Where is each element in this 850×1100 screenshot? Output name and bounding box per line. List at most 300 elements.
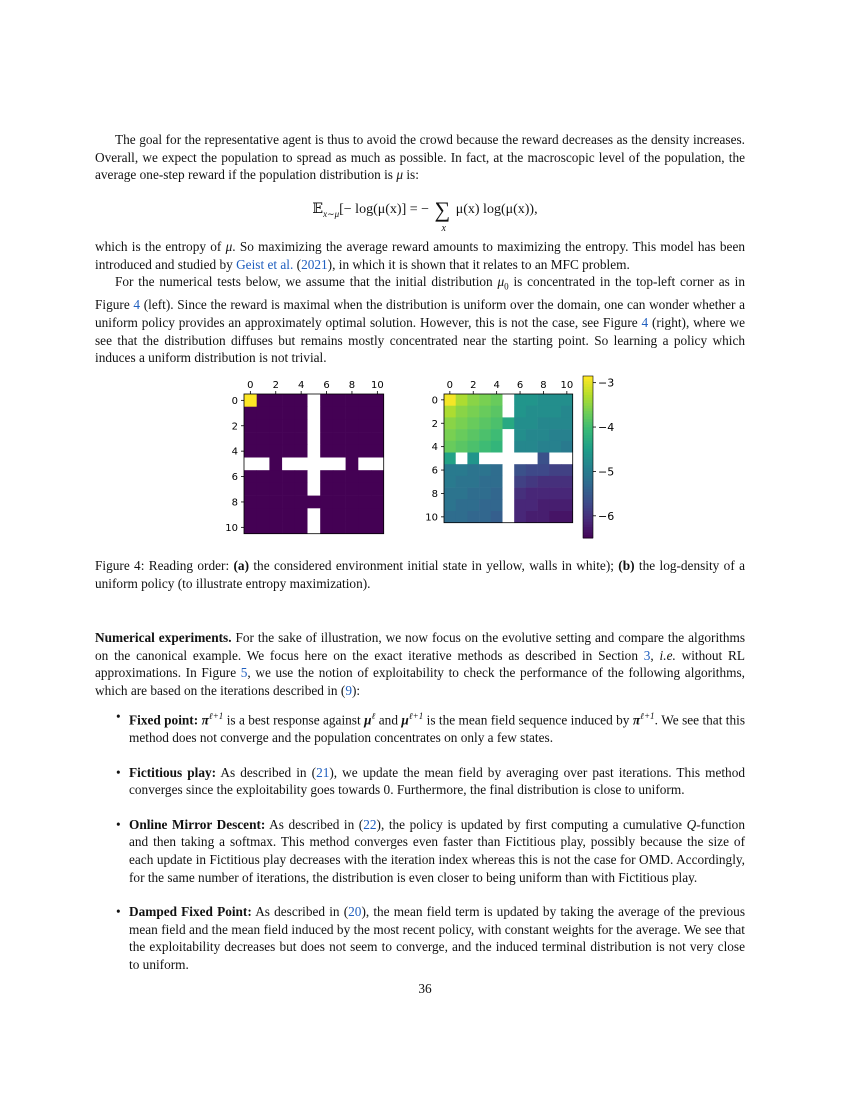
grid-cell <box>269 445 282 458</box>
log-density-grid <box>444 394 573 523</box>
grid-cell <box>526 406 538 418</box>
grid-cell <box>503 499 515 511</box>
grid-cell <box>538 488 550 500</box>
mu2-sup: ℓ+1 <box>408 711 424 721</box>
bullet-text-c: is the mean field sequence induced by <box>423 712 633 728</box>
x-tick-label: 0 <box>247 380 254 391</box>
grid-cell <box>561 488 573 500</box>
grid-cell <box>308 470 321 483</box>
grid-cell <box>295 521 308 534</box>
grid-cell <box>549 406 561 418</box>
grid-cell <box>561 453 573 465</box>
grid-cell <box>244 496 257 509</box>
paragraph-numerical-experiments <box>95 629 745 699</box>
grid-cell <box>282 521 295 534</box>
grid-cell <box>282 419 295 432</box>
grid-cell <box>333 432 346 445</box>
grid-cell <box>244 470 257 483</box>
grid-cell <box>358 496 371 509</box>
grid-cell <box>358 470 371 483</box>
grid-cell <box>358 508 371 521</box>
grid-cell <box>444 441 456 453</box>
citation-ref-22[interactable]: 22 <box>363 816 377 832</box>
grid-cell <box>479 464 491 476</box>
grid-cell <box>444 406 456 418</box>
grid-cell <box>371 432 384 445</box>
y-tick-label: 8 <box>431 488 438 500</box>
grid-cell <box>371 470 384 483</box>
grid-cell <box>358 521 371 534</box>
mu2-symbol: μ <box>401 712 409 728</box>
grid-cell <box>479 499 491 511</box>
section-heading: Numerical experiments. <box>95 630 232 645</box>
grid-cell <box>308 508 321 521</box>
pi-symbol: π <box>201 712 209 728</box>
para2-cite-open: ( <box>293 256 302 272</box>
grid-cell <box>503 464 515 476</box>
grid-cell <box>257 407 270 420</box>
para3-mu0: μ <box>497 274 505 290</box>
grid-cell <box>467 511 479 523</box>
grid-cell <box>333 521 346 534</box>
grid-cell <box>561 499 573 511</box>
grid-cell <box>295 419 308 432</box>
grid-cell <box>346 407 359 420</box>
grid-cell <box>371 521 384 534</box>
grid-cell <box>491 476 503 488</box>
grid-cell <box>444 511 456 523</box>
grid-cell <box>295 407 308 420</box>
y-tick-label: 10 <box>425 512 438 524</box>
citation-ref-20[interactable]: 20 <box>348 904 362 920</box>
grid-cell <box>308 432 321 445</box>
grid-cell <box>467 417 479 429</box>
grid-cell <box>269 521 282 534</box>
grid-cell <box>257 496 270 509</box>
grid-cell <box>456 417 468 429</box>
grid-cell <box>308 496 321 509</box>
grid-cell <box>257 508 270 521</box>
grid-cell <box>244 445 257 458</box>
grid-cell <box>456 453 468 465</box>
algorithm-list <box>112 708 745 991</box>
citation-ref-21[interactable]: 21 <box>316 764 330 780</box>
grid-cell <box>295 394 308 407</box>
grid-cell <box>444 476 456 488</box>
grid-cell <box>320 445 333 458</box>
citation-geist-author[interactable]: Geist et al. <box>236 256 294 272</box>
caption-text-b: the considered environment initial state in yellow, walls in white); <box>249 558 619 573</box>
grid-cell <box>526 511 538 523</box>
eq-expectation: 𝔼 <box>312 202 324 217</box>
grid-cell <box>549 394 561 406</box>
mu-sup: ℓ <box>371 711 376 721</box>
grid-cell <box>561 464 573 476</box>
para4-text-d: , we use the notion of exploitability to check the performance of the following algorithms, which are based on the iterations described in ( <box>95 665 745 698</box>
grid-cell <box>549 464 561 476</box>
grid-cell <box>538 441 550 453</box>
grid-cell <box>333 445 346 458</box>
grid-cell <box>538 429 550 441</box>
x-tick-label: 10 <box>560 380 574 391</box>
x-tick-label: 4 <box>493 380 500 391</box>
figure-ref-4a[interactable]: 4 <box>133 297 141 313</box>
grid-cell <box>561 476 573 488</box>
grid-cell <box>244 407 257 420</box>
grid-cell <box>308 483 321 496</box>
grid-cell <box>456 394 468 406</box>
grid-cell <box>295 458 308 471</box>
grid-cell <box>503 417 515 429</box>
pi2-symbol: π <box>632 712 641 728</box>
grid-cell <box>514 417 526 429</box>
bullet-text-c: -function and then taking a softmax. This method converges even faster than Fictitious play, possibly because the size of each update in Fictitious play decreases with the iteration index whereas this is not the case for OMD. Accordingly, for the same number of iterations, the distribution is even closer to being uniform than with Fictitious play. <box>129 816 745 885</box>
grid-cell <box>526 464 538 476</box>
grid-cell <box>295 445 308 458</box>
grid-cell <box>358 483 371 496</box>
page-number: 36 <box>418 981 432 996</box>
grid-cell <box>549 511 561 523</box>
bullet-text-a: As described in ( <box>251 904 349 920</box>
grid-cell <box>561 417 573 429</box>
grid-cell <box>514 464 526 476</box>
list-item-damped-fixed-point <box>112 903 745 973</box>
grid-cell <box>538 464 550 476</box>
grid-cell <box>467 441 479 453</box>
grid-cell <box>526 417 538 429</box>
grid-cell <box>456 499 468 511</box>
y-tick-label: 8 <box>231 497 238 509</box>
pi-sup: ℓ+1 <box>208 711 224 721</box>
grid-cell <box>503 511 515 523</box>
grid-cell <box>371 458 384 471</box>
grid-cell <box>456 406 468 418</box>
bullet-text-a: As described in ( <box>216 764 317 780</box>
grid-cell <box>257 394 270 407</box>
grid-cell <box>308 407 321 420</box>
grid-cell <box>491 429 503 441</box>
grid-cell <box>371 483 384 496</box>
grid-cell <box>282 483 295 496</box>
grid-cell <box>320 432 333 445</box>
grid-cell <box>444 453 456 465</box>
eq-expectation-sub: x∼μ <box>323 208 340 219</box>
colorbar-tick-label: −3 <box>598 376 615 390</box>
grid-cell <box>456 441 468 453</box>
paragraph-entropy <box>95 238 745 367</box>
bullet-dot: • <box>116 764 121 780</box>
grid-cell <box>444 488 456 500</box>
grid-cell <box>479 441 491 453</box>
grid-cell <box>467 394 479 406</box>
colorbar-tick-label: −5 <box>598 465 615 479</box>
grid-cell <box>320 419 333 432</box>
grid-cell <box>257 445 270 458</box>
grid-cell <box>269 470 282 483</box>
grid-cell <box>561 406 573 418</box>
section-ref[interactable]: 3 <box>643 647 651 663</box>
grid-cell <box>491 464 503 476</box>
grid-cell <box>371 407 384 420</box>
colorbar-tick-label: −6 <box>598 509 615 523</box>
grid-cell <box>257 483 270 496</box>
grid-cell <box>526 499 538 511</box>
figure-ref-4b[interactable]: 4 <box>641 315 649 331</box>
sum-symbol: ∑ x <box>434 197 451 234</box>
grid-cell <box>479 394 491 406</box>
grid-cell <box>467 499 479 511</box>
grid-cell <box>333 483 346 496</box>
grid-cell <box>549 488 561 500</box>
grid-cell <box>491 406 503 418</box>
bullet-dot: • <box>116 904 121 920</box>
grid-cell <box>491 453 503 465</box>
grid-cell <box>549 429 561 441</box>
para4-ie: i.e. <box>659 647 676 663</box>
grid-cell <box>320 496 333 509</box>
grid-cell <box>371 394 384 407</box>
caption-label-b: (b) <box>618 558 635 573</box>
y-tick-label: 2 <box>431 418 438 430</box>
grid-cell <box>526 394 538 406</box>
grid-cell <box>358 458 371 471</box>
list-item-fixed-point <box>112 708 745 747</box>
eq-sum-sub: x <box>441 223 446 234</box>
x-tick-label: 2 <box>470 380 477 391</box>
grid-cell <box>269 432 282 445</box>
grid-cell <box>514 453 526 465</box>
q-symbol: Q <box>686 816 697 832</box>
grid-cell <box>479 476 491 488</box>
bullet-title: Damped Fixed Point: <box>129 904 252 920</box>
grid-cell <box>456 488 468 500</box>
grid-cell <box>308 445 321 458</box>
para1-text-b: is: <box>403 167 419 183</box>
grid-cell <box>561 394 573 406</box>
grid-cell <box>503 488 515 500</box>
para2-text-b: . So maximizing the average reward amounts to maximizing the entropy. This model has been introduced and studied by <box>95 239 745 272</box>
list-item-fictitious-play <box>112 764 745 799</box>
para3-text-a: For the numerical tests below, we assume that the initial distribution <box>115 274 498 290</box>
grid-cell <box>503 394 515 406</box>
grid-cell <box>561 511 573 523</box>
y-tick-label: 6 <box>431 465 438 477</box>
grid-cell <box>538 499 550 511</box>
para3-mu0-sub: 0 <box>504 281 509 292</box>
colorbar <box>583 376 614 539</box>
grid-cell <box>514 476 526 488</box>
grid-cell <box>456 429 468 441</box>
grid-cell <box>549 453 561 465</box>
pi2-sup: ℓ+1 <box>640 711 655 721</box>
eq-lhs: [− log(μ(x)] = − <box>339 202 430 217</box>
y-tick-label: 4 <box>231 446 238 458</box>
grid-cell <box>467 429 479 441</box>
grid-cell <box>333 407 346 420</box>
grid-cell <box>526 476 538 488</box>
grid-cell <box>491 394 503 406</box>
grid-cell <box>346 432 359 445</box>
bullet-text-b: ), we update the mean field by averaging over past iterations. This method converges since the exploitability goes towards 0. Furthermore, the final distribution is close to uniform. <box>129 764 745 798</box>
grid-cell <box>503 453 515 465</box>
grid-cell <box>333 496 346 509</box>
grid-cell <box>295 496 308 509</box>
grid-cell <box>282 470 295 483</box>
x-tick-label: 8 <box>540 380 547 391</box>
entropy-equation <box>0 197 850 234</box>
bullet-title: Fictitious play: <box>129 764 217 780</box>
grid-cell <box>295 470 308 483</box>
y-tick-label: 0 <box>431 395 438 407</box>
caption-text-a: Figure 4: Reading order: <box>95 558 234 573</box>
grid-cell <box>526 441 538 453</box>
grid-cell <box>269 496 282 509</box>
bullet-title: Fixed point: <box>129 712 199 728</box>
grid-cell <box>358 419 371 432</box>
x-tick-label: 6 <box>323 380 330 391</box>
grid-cell <box>333 470 346 483</box>
grid-cell <box>269 508 282 521</box>
grid-cell <box>320 470 333 483</box>
grid-cell <box>561 441 573 453</box>
grid-cell <box>320 483 333 496</box>
grid-cell <box>269 419 282 432</box>
caption-label-a: (a) <box>233 558 250 573</box>
grid-cell <box>346 394 359 407</box>
grid-cell <box>514 441 526 453</box>
grid-cell <box>282 496 295 509</box>
mu-symbol: μ <box>364 712 372 728</box>
para3-text-c: (left). Since the reward is maximal when the distribution is uniform over the domain, one can wonder whether a uniform policy provides an approximately optimal solution. However, this is not the case, see Figure <box>95 297 745 331</box>
grid-cell <box>514 394 526 406</box>
grid-cell <box>282 432 295 445</box>
x-tick-label: 8 <box>348 380 356 391</box>
grid-cell <box>257 432 270 445</box>
para4-text-a: For the sake of illustration, we now focus on the evolutive setting and compare the algorithms on the canonical example. We focus here on the exact iterative methods as described in Section <box>95 630 745 663</box>
grid-cell <box>320 458 333 471</box>
grid-cell <box>479 511 491 523</box>
grid-cell <box>538 511 550 523</box>
figure-caption <box>95 557 745 592</box>
grid-cell <box>491 417 503 429</box>
grid-cell <box>269 407 282 420</box>
grid-cell <box>514 429 526 441</box>
grid-cell <box>549 441 561 453</box>
bullet-dot: • <box>116 816 121 832</box>
para3-text-b: is concentrated in the top-left corner as in Figure <box>95 274 745 313</box>
grid-cell <box>538 406 550 418</box>
grid-cell <box>538 394 550 406</box>
grid-cell <box>244 394 257 407</box>
para3-text-d: (right), where we see that the distribution diffuses but remains mostly concentrated near the starting point. So learning a policy which induces a uniform distribution is not trivial. <box>95 315 745 366</box>
paragraph-intro <box>95 131 745 184</box>
grid-cell <box>346 483 359 496</box>
grid-cell <box>491 511 503 523</box>
grid-cell <box>295 483 308 496</box>
grid-cell <box>244 458 257 471</box>
grid-cell <box>308 458 321 471</box>
grid-cell <box>257 419 270 432</box>
grid-cell <box>514 499 526 511</box>
equation-ref-9[interactable]: 9 <box>345 682 352 698</box>
grid-cell <box>371 445 384 458</box>
para4-text-e: ): <box>352 682 361 698</box>
grid-cell <box>282 508 295 521</box>
grid-cell <box>333 508 346 521</box>
grid-cell <box>538 476 550 488</box>
grid-cell <box>467 476 479 488</box>
y-tick-label: 2 <box>231 421 238 433</box>
grid-cell <box>244 508 257 521</box>
grid-cell <box>561 429 573 441</box>
grid-cell <box>456 511 468 523</box>
citation-geist-year[interactable]: 2021 <box>301 256 328 272</box>
grid-cell <box>346 508 359 521</box>
para4-text-b: , <box>650 647 660 663</box>
grid-cell <box>479 488 491 500</box>
bullet-dot: • <box>116 709 121 724</box>
grid-cell <box>444 417 456 429</box>
grid-cell <box>308 419 321 432</box>
figure-ref-5[interactable]: 5 <box>240 665 248 681</box>
grid-cell <box>244 521 257 534</box>
grid-cell <box>491 499 503 511</box>
grid-cell <box>358 432 371 445</box>
grid-cell <box>514 511 526 523</box>
grid-cell <box>346 470 359 483</box>
grid-cell <box>503 476 515 488</box>
x-tick-label: 2 <box>272 380 279 391</box>
grid-cell <box>282 445 295 458</box>
grid-cell <box>320 521 333 534</box>
grid-cell <box>514 406 526 418</box>
grid-cell <box>358 407 371 420</box>
bullet-text-a: is a best response against <box>223 712 365 728</box>
grid-cell <box>346 521 359 534</box>
y-tick-label: 0 <box>231 395 238 407</box>
figure-environment-heatmap <box>222 372 402 540</box>
grid-cell <box>526 488 538 500</box>
grid-cell <box>371 496 384 509</box>
grid-cell <box>479 417 491 429</box>
para4-text-c: without RL approximations. In Figure <box>95 647 745 681</box>
grid-cell <box>503 441 515 453</box>
eq-rhs: μ(x) log(μ(x)), <box>455 202 538 217</box>
bullet-text-b: and <box>375 712 402 728</box>
grid-cell <box>333 394 346 407</box>
bullet-text-b: ), the policy is updated by first computing a cumulative <box>376 816 687 832</box>
grid-cell <box>456 464 468 476</box>
grid-cell <box>526 429 538 441</box>
grid-cell <box>295 432 308 445</box>
grid-cell <box>358 394 371 407</box>
grid-cell <box>514 488 526 500</box>
grid-cell <box>346 496 359 509</box>
grid-cell <box>320 407 333 420</box>
x-tick-label: 0 <box>446 380 454 391</box>
grid-cell <box>479 429 491 441</box>
grid-cell <box>282 458 295 471</box>
grid-cell <box>456 476 468 488</box>
para2-mu: μ <box>225 239 233 254</box>
grid-cell <box>257 470 270 483</box>
grid-cell <box>244 483 257 496</box>
grid-cell <box>549 499 561 511</box>
grid-cell <box>282 394 295 407</box>
environment-grid <box>244 394 384 534</box>
para1-text-a: The goal for the representative agent is thus to avoid the crowd because the reward decreases as the density increases. Overall, we expect the population to spread as much as possible. In fact, at the macroscopic level of the population, the average one-step reward if the population distribution is <box>95 132 745 183</box>
grid-cell <box>346 419 359 432</box>
